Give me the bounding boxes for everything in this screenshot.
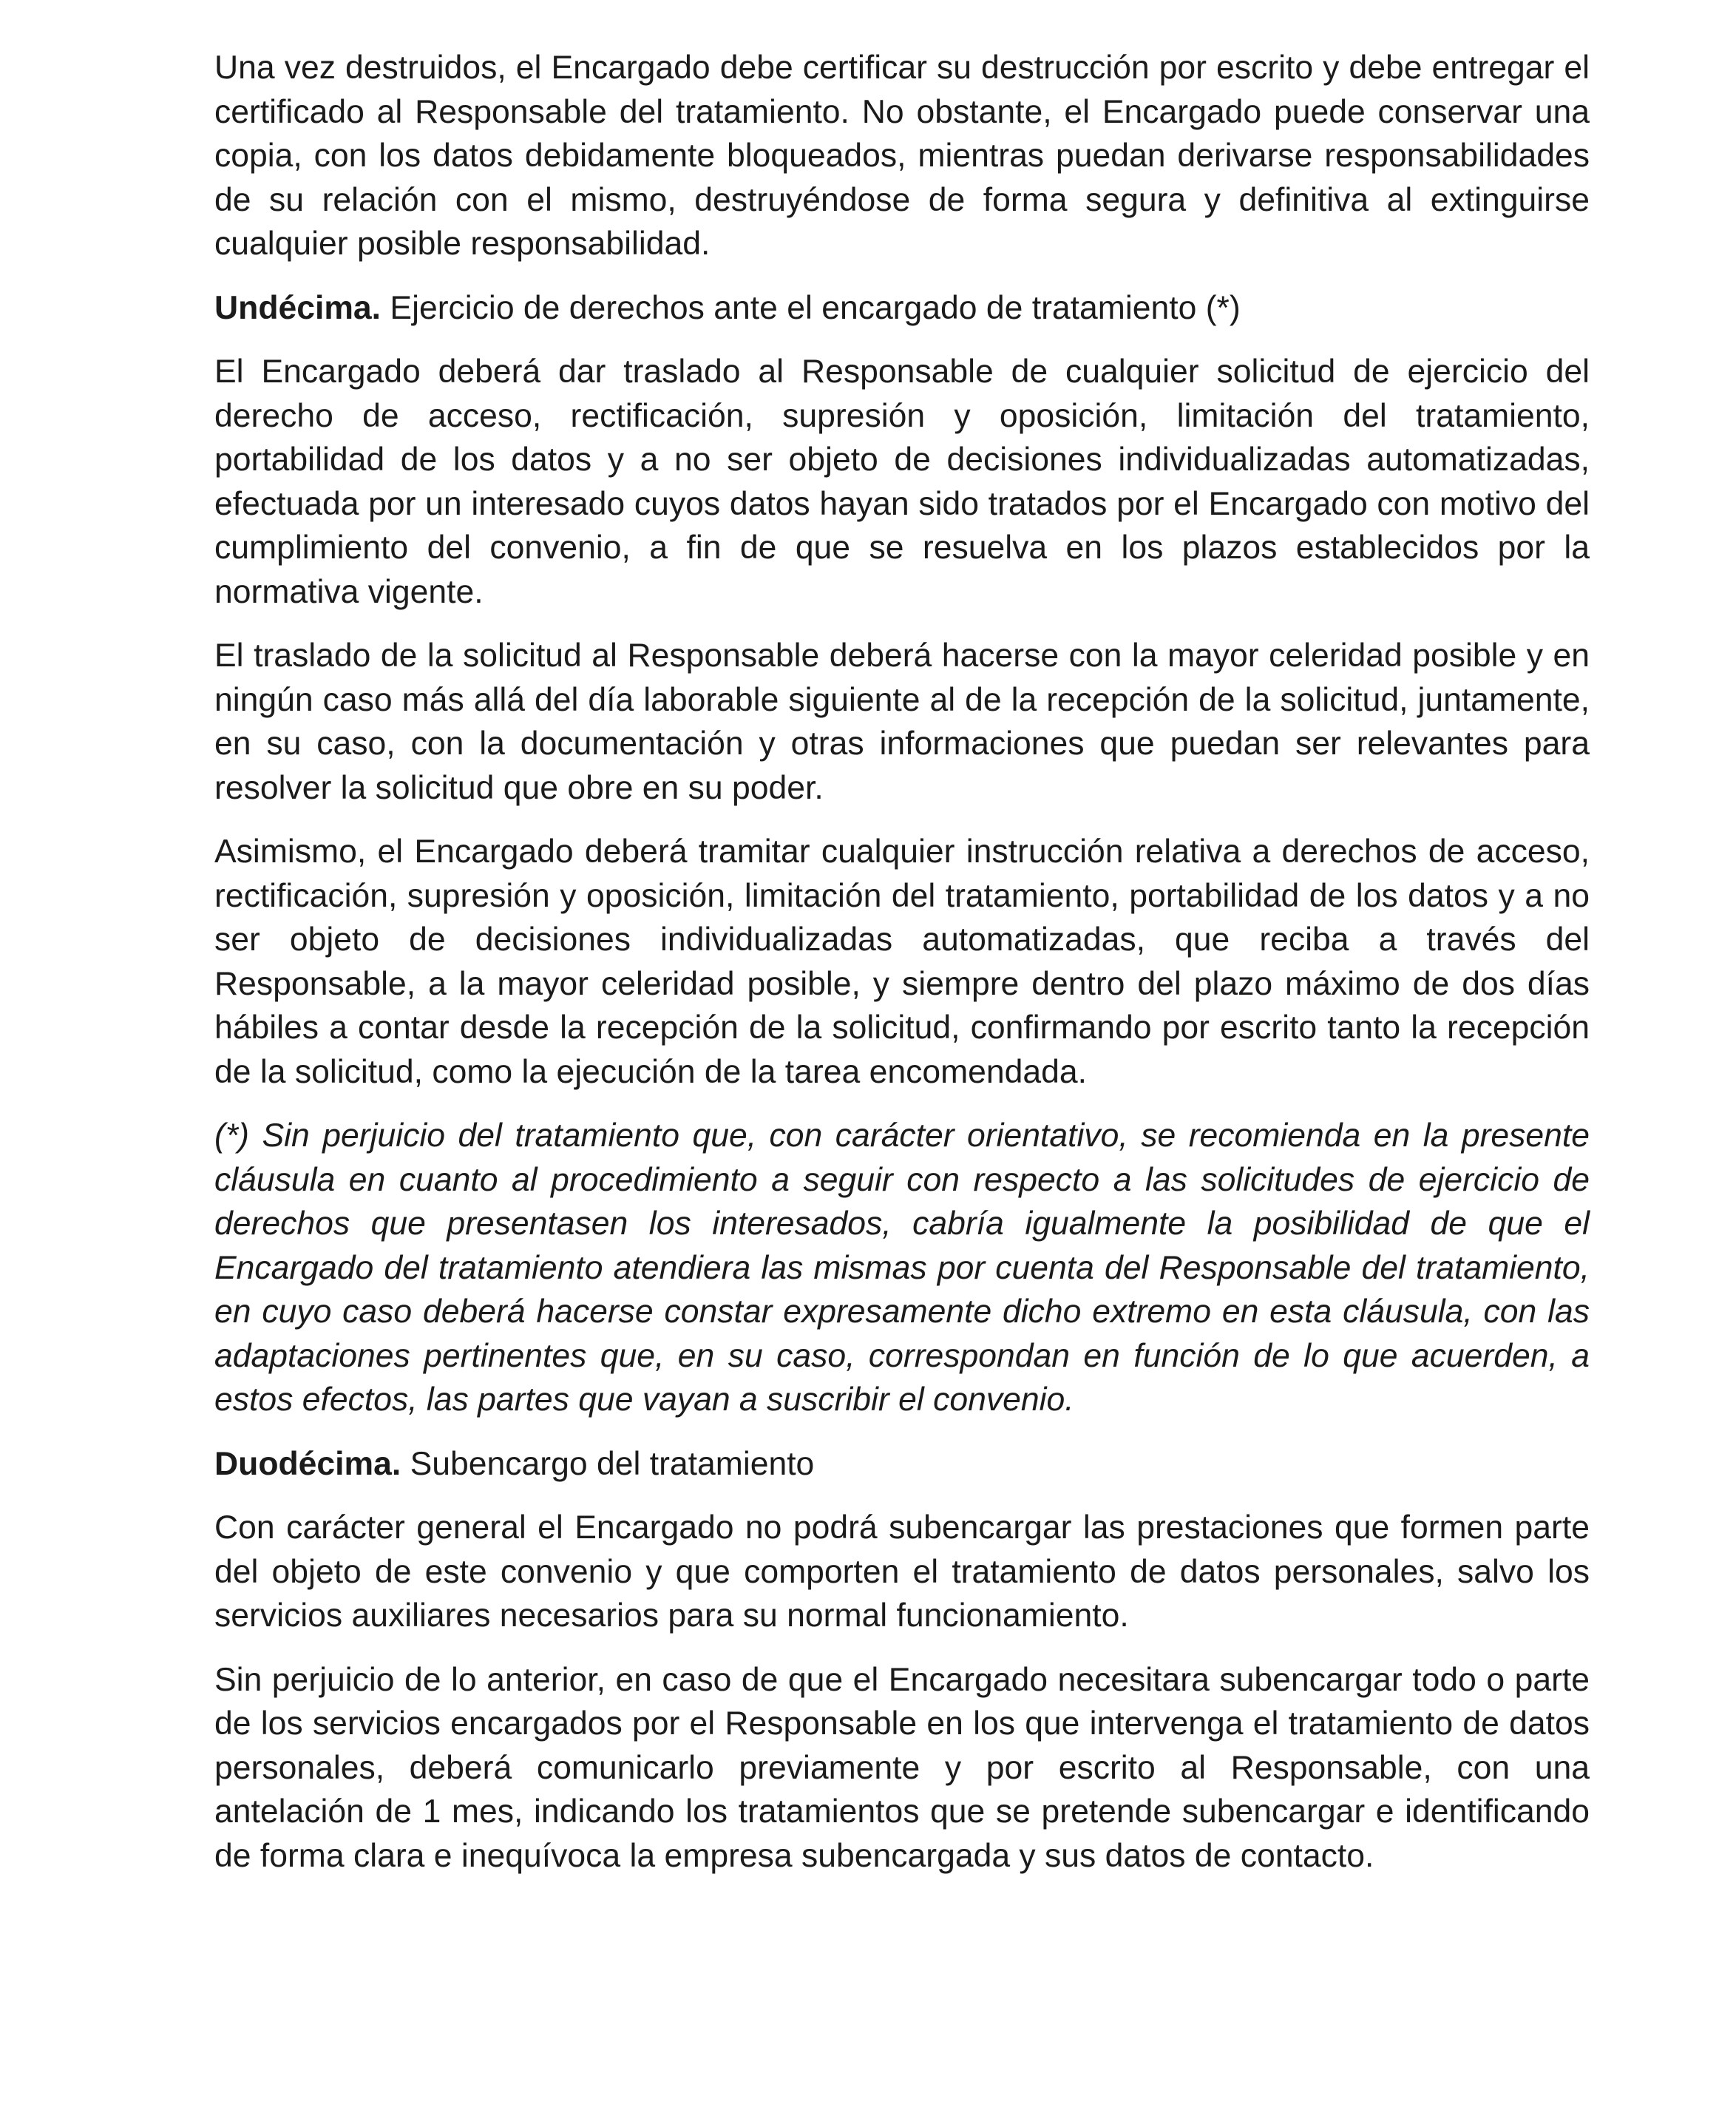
clause-heading-undecima bbox=[214, 286, 1590, 331]
paragraph-subcontracting-general: Con carácter general el Encargado no podrá subencargar las prestaciones que formen parte del objeto de este convenio y que comporten el tratamiento de datos personales, salvo los servicios auxiliares necesarios para su normal funcionamiento. bbox=[214, 1509, 1590, 1634]
clause-title: Ejercicio de derechos ante el encargado de tratamiento (*) bbox=[381, 289, 1241, 326]
paragraph-rights-transfer: El Encargado deberá dar traslado al Responsable de cualquier solicitud de ejercicio del derecho de acceso, rectificación, supresión y oposición, limitación del tratamiento, portabilidad de los datos y a no ser objeto de decisiones individualizadas automatizadas, efectuada por un interesado cuyos datos hayan sido tratados por el Encargado con motivo del cumplimiento del convenio, a fin de que se resuelva en los plazos establecidos por la normativa vigente. bbox=[214, 354, 1590, 610]
clause-heading-duodecima bbox=[214, 1442, 1590, 1487]
clause-label: Duodécima. bbox=[214, 1445, 401, 1482]
paragraph-instruction-processing: Asimismo, el Encargado deberá tramitar cualquier instrucción relativa a derechos de acceso, rectificación, supresión y oposición, limitación del tratamiento, portabilidad de los datos y a no ser objeto de decisiones individualizadas automatizadas, que reciba a través del Responsable, a la mayor celeridad posible, y siempre dentro del plazo máximo de dos días hábiles a contar desde la recepción de la solicitud, confirmando por escrito tanto la recepción de la solicitud, como la ejecución de la tarea encomendada. bbox=[214, 833, 1590, 1090]
paragraph-transfer-timing: El traslado de la solicitud al Responsable deberá hacerse con la mayor celeridad posible y en ningún caso más allá del día laborable siguiente al de la recepción de la solicitud, juntamente, en su caso, con la documentación y otras informaciones que puedan ser relevantes para resolver la solicitud que obre en su poder. bbox=[214, 637, 1590, 806]
clause-title: Subencargo del tratamiento bbox=[401, 1445, 815, 1482]
paragraph-subcontracting-notice: Sin perjuicio de lo anterior, en caso de que el Encargado necesitara subencargar todo o parte de los servicios encargados por el Responsable en los que intervenga el tratamiento de datos personales, deberá comunicarlo previamente y por escrito al Responsable, con una antelación de 1 mes, indicando los tratamientos que se pretende subencargar e identificando de forma clara e inequívoca la empresa subencargada y sus datos de contacto. bbox=[214, 1661, 1590, 1874]
footnote-italic: (*) Sin perjuicio del tratamiento que, con carácter orientativo, se recomienda en la presente cláusula en cuanto al procedimiento a seguir con respecto a las solicitudes de ejercicio de derechos que presentasen los interesados, cabría igualmente la posibilidad de que el Encargado del tratamiento atendiera las mismas por cuenta del Responsable del tratamiento, en cuyo caso deberá hacerse constar expresamente dicho extremo en esta cláusula, con las adaptaciones pertinentes que, en su caso, correspondan en función de lo que acuerden, a estos efectos, las partes que vayan a suscribir el convenio. bbox=[214, 1117, 1590, 1418]
clause-label: Undécima. bbox=[214, 289, 382, 326]
document-page bbox=[214, 46, 1590, 1898]
paragraph-destruction-certificate: Una vez destruidos, el Encargado debe certificar su destrucción por escrito y debe entregar el certificado al Responsable del tratamiento. No obstante, el Encargado puede conservar una copia, con los datos debidamente bloqueados, mientras puedan derivarse responsabilidades de su relación con el mismo, destruyéndose de forma segura y definitiva al extinguirse cualquier posible responsabilidad. bbox=[214, 50, 1590, 262]
